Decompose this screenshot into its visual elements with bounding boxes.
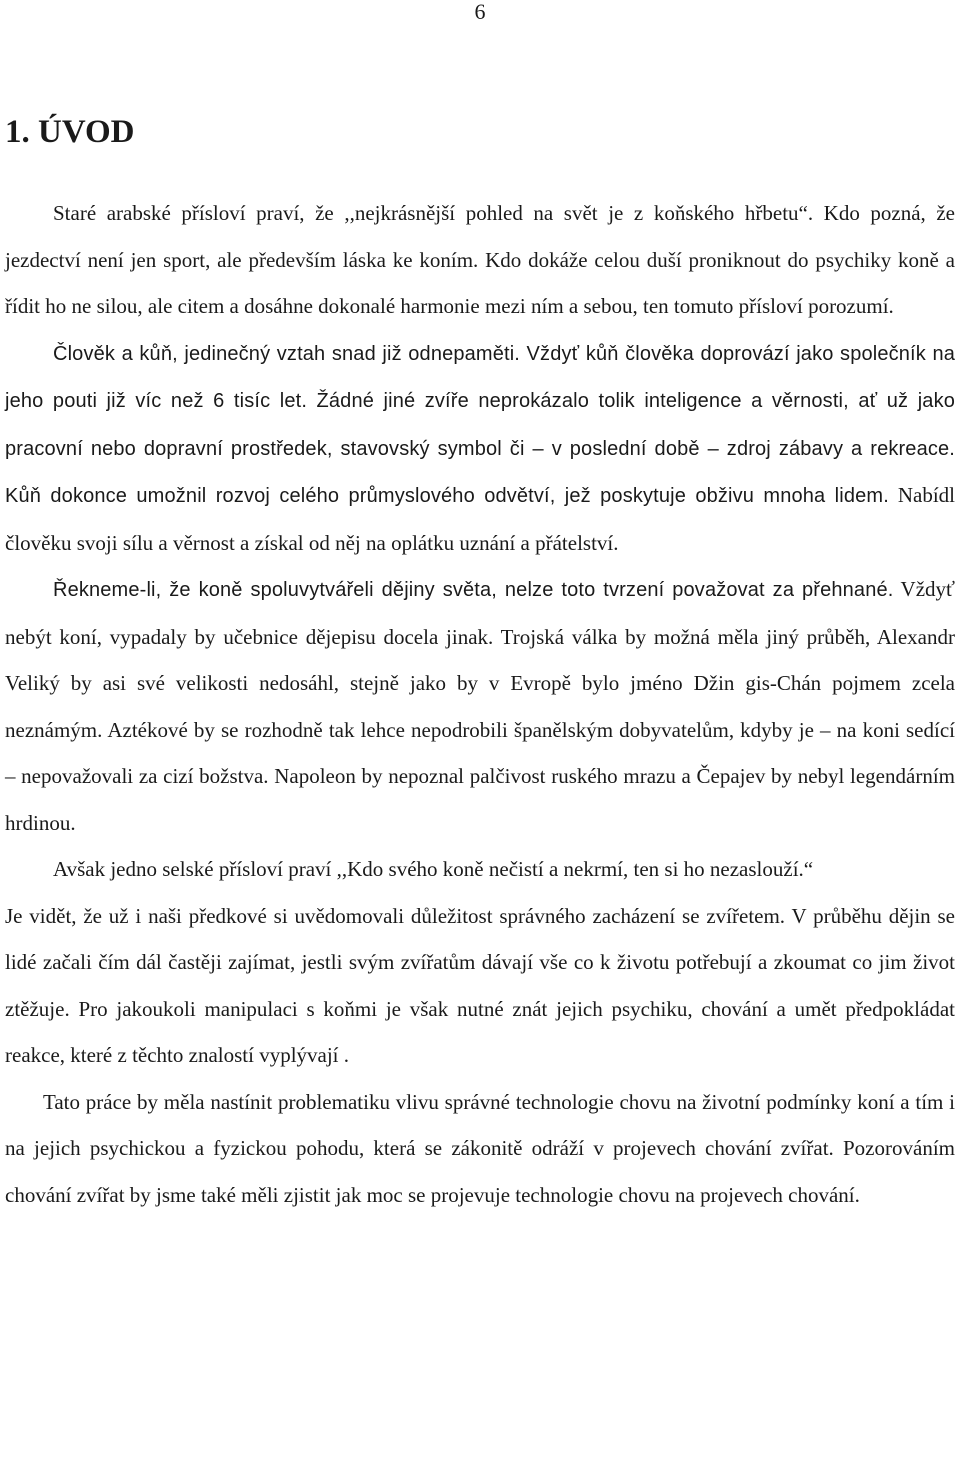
- text-run: Nabídl člověku svoji sílu a věrnost a získal od něj na oplátku uznání a přátelství.: [5, 483, 955, 555]
- text-run-sans: Člověk a kůň, jedinečný vztah snad již odnepaměti. Vždyť kůň člověka doprovází jako společník na jeho pouti již víc než 6 tisíc let. Žádné jiné zvíře neprokázalo tolik inteligence a věrnosti, ať už jako pracovní nebo dopravní prostředek, stavovský symbol či – v poslední době – zdroj zábavy a rekreace. Kůň dokonce umožnil rozvoj celého průmyslového odvětví, jež poskytuje obživu mnoha lidem.: [5, 342, 955, 507]
- paragraph-peasant-proverb: [5, 846, 955, 893]
- text-run: Avšak jedno selské přísloví praví ,,Kdo svého koně nečistí a nekrmí, ten si ho nezaslouží.“: [53, 857, 814, 881]
- paragraph-history: [5, 566, 955, 846]
- paragraph-ancestors: [5, 893, 955, 1079]
- page-number: 6: [474, 0, 486, 24]
- paragraph-thesis-aim: [5, 1079, 955, 1219]
- body-text: [5, 190, 955, 1218]
- chapter-heading: 1. ÚVOD: [5, 114, 135, 150]
- text-run: Staré arabské přísloví praví, že ,,nejkrásnější pohled na svět je z koňského hřbetu“. Kdo pozná, že jezdectví není jen sport, ale především láska ke koním. Kdo dokáže celou duší proniknout do psychiky koně a řídit ho ne silou, ale citem a dosáhne dokonalé harmonie mezi ním a sebou, ten tomuto přísloví porozumí.: [5, 201, 955, 318]
- text-run-sans: Řekneme-li, že koně spoluvytvářeli dějiny světa, nelze toto tvrzení považovat za přehnané.: [53, 579, 894, 601]
- text-run: Je vidět, že už i naši předkové si uvědomovali důležitost správného zacházení se zvířetem. V průběhu dějin se lidé začali čím dál častěji zajímat, jestli svým zvířatům dávají vše co k životu potřebují a zkoumat co jim život ztěžuje. Pro jakoukoli manipulaci s koňmi je však nutné znát jejich psychiku, chování a umět předpokládat reakce, které z těchto znalostí vyplývají .: [5, 903, 955, 1067]
- paragraph-proverb: [5, 190, 955, 330]
- text-run: Vždyť nebýt koní, vypadaly by učebnice dějepisu docela jinak. Trojská válka by možná měla jiný průběh, Alexandr Veliký by asi své velikosti nedosáhl, stejně jako by v Evropě bylo jméno Džin gis-Chán pojmem zcela neznámým. Aztékové by se rozhodně tak lehce nepodrobili španělským dobyvatelům, kdyby je – na koni sedící – nepovažovali za cizí božstva. Napoleon by nepoznal palčivost ruského mrazu a Čepajev by nebyl legendárním hrdinou.: [5, 577, 955, 835]
- text-run: Tato práce by měla nastínit problematiku vlivu správné technologie chovu na životní podmínky koní a tím i na jejich psychickou a fyzickou pohodu, která se zákonitě odráží v projevech chování zvířat. Pozorováním chování zvířat by jsme také měli zjistit jak moc se projevuje technologie chovu na projevech chování.: [5, 1089, 955, 1207]
- paragraph-human-horse: [5, 330, 955, 567]
